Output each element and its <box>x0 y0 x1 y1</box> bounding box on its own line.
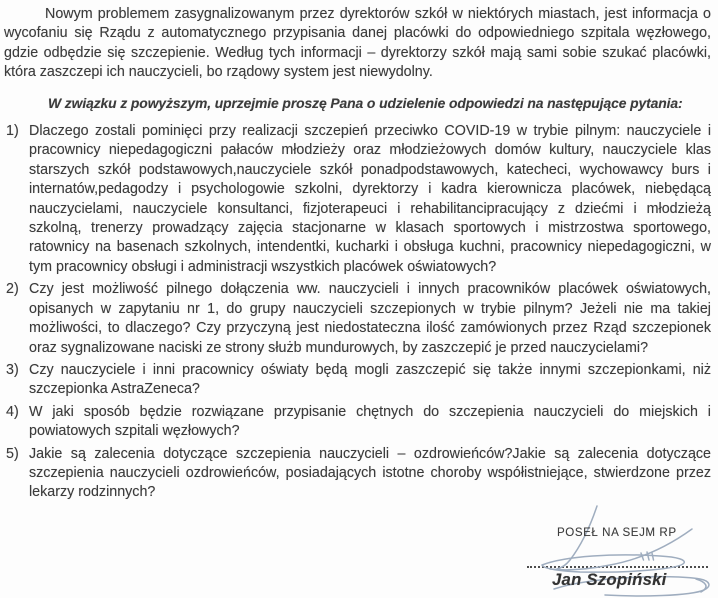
question-number: 3) <box>6 361 19 378</box>
question-text: Dlaczego zostali pominięci przy realizacji szczepień przeciwko COVID-19 w trybie pilnym: nauczyciele i pracownicy niepedagogiczni pałaców młodzieży oraz młodzieżowych domów kultury, nauczyciele klas starszych szkół podstawowych,nauczyciele szkół ponadpodstawowych, katecheci, wychowawcy burs i internatów,pedagodzy i psychologowie szkolni, dyrektorzy i kadra kierownicza placówek, niebędącą nauczycielami, nauczyciele konsultanci, fizjoterapeuci i rehabilitancipracujący z dziećmi i młodzieżą szkolną, trenerzy prowadzący zajęcia stacjonarne w klasach sportowych i mistrzostwa sportowego, ratownicy na basenach szkolnych, intendentki, kucharki i obsługa kuchni, pracownicy niepedagogiczni, w tym pracownicy obsługi i administracji wszystkich placówek oświatowych? <box>29 123 711 275</box>
question-text: Czy jest możliwość pilnego dołączenia ww. nauczycieli i innych pracowników placówek oświatowych, opisanych w zapytaniu nr 1, do grupy nauczycieli szczepionych w trybie pilnym? Jeżeli nie ma takiej możliwości, to dlaczego? Czy przyczyną jest niedostateczna ilość zamówionych przez Rząd szczepionek oraz sygnalizowane naciski ze strony służb mundurowych, by zaszczepić je przed nauczycielami? <box>29 281 711 356</box>
question-item-1 <box>4 122 711 277</box>
question-text: Jakie są zalecenia dotyczące szczepienia nauczycieli – ozdrowieńców?Jakie są zalecenia dotyczące szczepienia nauczycieli ozdrowieńców, posiadających istotne choroby współistniejące, stwierdzone przez lekarzy rodzinnych? <box>29 445 711 501</box>
question-text: W jaki sposób będzie rozwiązane przypisanie chętnych do szczepienia nauczycieli do miejskich i powiatowych szpitali węzłowych? <box>29 403 711 440</box>
question-item-2 <box>4 280 711 358</box>
question-text: Czy nauczyciele i inni pracownicy oświaty będą mogli zaszczepić się także innymi szczepionkami, niż szczepionka AstraZeneca? <box>29 361 711 398</box>
question-item-4 <box>4 403 711 442</box>
questions-list <box>4 122 711 503</box>
request-line: W związku z powyższym, uprzejmie proszę Pana o udzielenie odpowiedzi na następujące pytania: <box>48 94 683 111</box>
question-number: 2) <box>6 281 19 298</box>
signature-name: Jan Szopiński <box>552 570 667 589</box>
question-number: 5) <box>6 445 19 462</box>
signature-role-label: POSEŁ NA SEJM RP <box>557 526 677 539</box>
question-number: 4) <box>6 403 19 420</box>
question-item-3 <box>4 361 711 400</box>
question-number: 1) <box>6 123 19 140</box>
signature-block <box>520 503 716 598</box>
intro-paragraph: Nowym problemem zasygnalizowanym przez dyrektorów szkół w niektórych miastach, jest informacja o wycofaniu się Rządu z automatycznego przypisania danej placówki do odpowiedniego szpitala węzłowego, gdzie odbędzie się szczepienie. Według tych informacji – dyrektorzy szkół mają sami sobie szukać placówki, która zaszczepi ich nauczycieli, bo rządowy system jest niewydolny. <box>4 6 711 81</box>
question-item-5 <box>4 445 711 503</box>
